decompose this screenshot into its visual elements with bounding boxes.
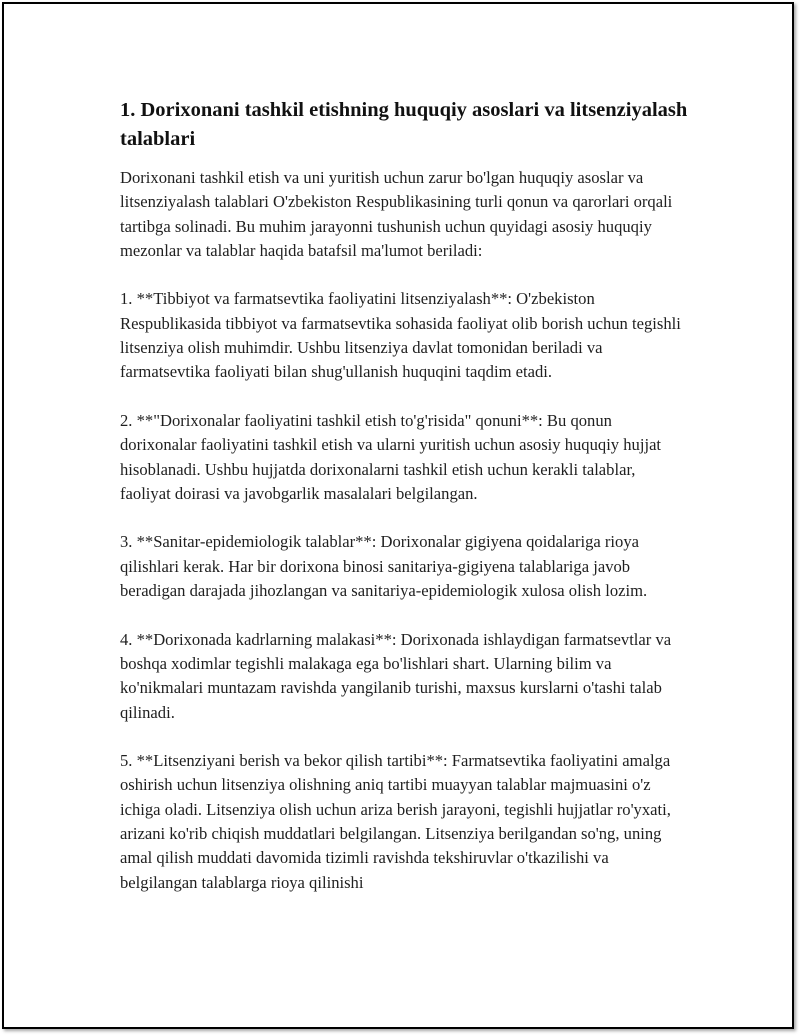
paragraph-intro: Dorixonani tashkil etish va uni yuritish uchun zarur bo'lgan huquqiy asoslar va litsenziyalash talablari O'zbekiston Respublikasining turli qonun va qarorlari orqali tartibga solinadi. Bu muhim jarayonni tushunish uchun quyidagi asosiy huquqiy mezonlar va talablar haqida batafsil ma'lumot beriladi:	[120, 168, 673, 260]
paragraph-item-4: 4. **Dorixonada kadrlarning malakasi**: Dorixonada ishlaydigan farmatsevtlar va boshqa xodimlar tegishli malakaga ega bo'lishlari shart. Ularning bilim va ko'nikmalari muntazam ravishda yangilanib turishi, maxsus kurslarni o'tashi talab qilinadi.	[120, 629, 672, 722]
document-content	[120, 96, 688, 895]
section-heading: 1. Dorixonani tashkil etishning huquqiy asoslari va litsenziyalash talablari	[120, 99, 688, 150]
paragraph-item-3: 3. **Sanitar-epidemiologik talablar**: Dorixonalar gigiyena qoidalariga rioya qilishlari kerak. Har bir dorixona binosi sanitariya-gigiyena talablariga javob beradigan darajada jihozlangan va sanitariya-epidemiologik xulosa olish lozim.	[120, 532, 648, 601]
paragraph-item-5: 5. **Litsenziyani berish va bekor qilish tartibi**: Farmatsevtika faoliyatini amalga oshirish uchun litsenziya olishning aniq tartibi muayyan talablar majmuasini o'z ichiga oladi. Litsenziya olish uchun ariza berish jarayoni, tegishli hujjatlar ro'yxati, arizani ko'rib chiqish muddatlari belgilangan. Litsenziya berilgandan so'ng, uning amal qilish muddati davomida tizimli ravishda tekshiruvlar o'tkazilishi va belgilangan talablarga rioya qilinishi	[120, 751, 671, 892]
document-page	[2, 2, 794, 1029]
paragraph-item-1: 1. **Tibbiyot va farmatsevtika faoliyatini litsenziyalash**: O'zbekiston Respublikasida tibbiyot va farmatsevtika sohasida faoliyat olib borish uchun tegishli litsenziya olish muhimdir. Ushbu litsenziya davlat tomonidan beriladi va farmatsevtika faoliyati bilan shug'ullanish huquqini taqdim etadi.	[120, 289, 681, 382]
paragraph-item-2: 2. **"Dorixonalar faoliyatini tashkil etish to'g'risida" qonuni**: Bu qonun dorixonalar faoliyatini tashkil etish va ularni yuritish uchun asosiy huquqiy hujjat hisoblanadi. Ushbu hujjatda dorixonalarni tashkil etish uchun kerakli talablar, faoliyat doirasi va javobgarlik masalalari belgilangan.	[120, 410, 662, 503]
